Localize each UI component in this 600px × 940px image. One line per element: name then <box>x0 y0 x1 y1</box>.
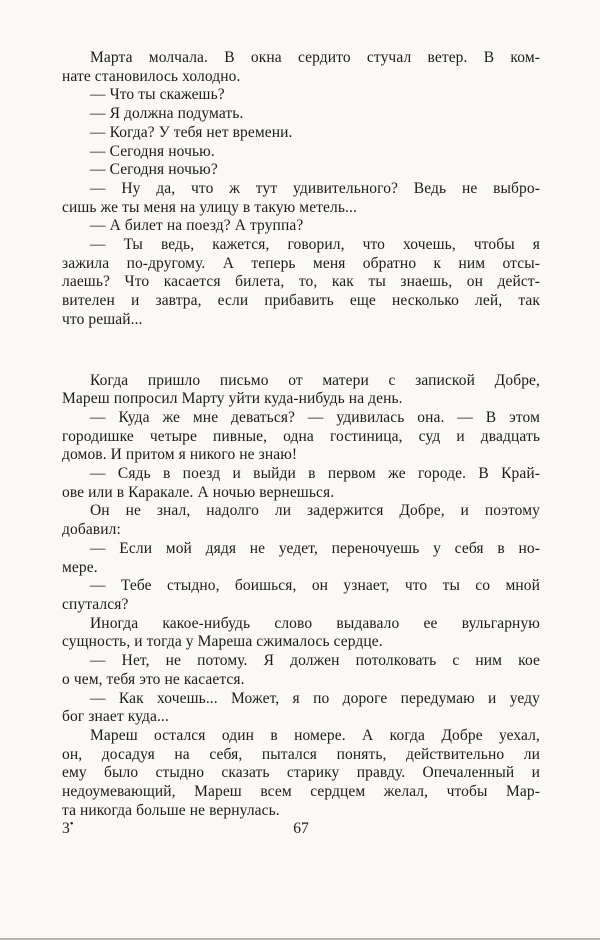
text-line: мере. <box>62 558 98 576</box>
paragraph <box>62 615 540 652</box>
paragraph <box>62 124 540 143</box>
text-line: спутался? <box>62 595 129 613</box>
text-line: Мареш остался один в номере. А когда Добре уехал, <box>90 726 540 744</box>
text-line: — Сегодня ночью? <box>90 161 218 179</box>
section-gap <box>62 330 540 372</box>
text-line: что решай... <box>62 310 143 328</box>
paragraph <box>62 161 540 180</box>
paragraph <box>62 502 540 539</box>
text-line: Иногда какое-нибудь слово выдавало ее вульгарную <box>90 614 540 632</box>
text-line: Марта молчала. В окна сердито стучал ветер. В ком- <box>90 49 540 66</box>
paragraph <box>62 86 540 105</box>
text-line: Мареш попросил Марту уйти куда-нибудь на день. <box>62 390 403 408</box>
text-line: та никогда больше не вернулась. <box>62 801 280 819</box>
text-line: ему было стыдно сказать старику правду. Опечаленный и <box>62 764 540 782</box>
text-line: недоумевающий, Мареш всем сердцем желал, чтобы Мар- <box>62 783 540 801</box>
text-line: сишь же ты меня на улицу в такую метель... <box>62 198 357 216</box>
text-line: домов. И притом я никого не знаю! <box>62 446 298 464</box>
paragraph <box>62 652 540 689</box>
text-line: — Я должна подумать. <box>90 105 244 123</box>
paragraph <box>62 372 540 409</box>
paragraph <box>62 49 540 86</box>
text-line: — А билет на поезд? А труппа? <box>90 217 304 235</box>
text-line: — Нет, не потому. Я должен потолковать с ним кое <box>90 652 540 670</box>
text-line: — Ты ведь, кажется, говорил, что хочешь, чтобы я <box>90 236 540 254</box>
paragraph <box>62 105 540 124</box>
text-line: — Как хочешь... Может, я по дороге передумаю и уеду <box>90 689 540 707</box>
paragraph <box>62 143 540 162</box>
text-line: — Если мой дядя не уедет, переночуешь у себя в но- <box>90 539 540 557</box>
text-line: вителен и завтра, если прибавить еще несколько лей, так <box>62 292 540 310</box>
text-line: сущность, и тогда у Мареша сжималось сердце. <box>62 633 383 651</box>
text-line: нате становилось холодно. <box>62 67 241 85</box>
text-line: он, досадуя на себя, пытался понять, действительно ли <box>62 745 540 763</box>
paragraph <box>62 180 540 217</box>
page-footer <box>62 817 540 844</box>
text-line: Он не знал, надолго ли задержится Добре, и поэтому <box>90 502 540 520</box>
paragraph <box>62 409 540 465</box>
paragraph <box>62 727 540 821</box>
text-line: городишке четыре пивные, одна гостиница, суд и двадцать <box>62 427 540 445</box>
text-line: о чем, тебя это не касается. <box>62 670 245 688</box>
text-line: — Что ты скажешь? <box>90 86 225 104</box>
text-line: зажила по-другому. А теперь меня обратно к ним отсы- <box>62 254 540 272</box>
paragraph <box>62 465 540 502</box>
paragraph <box>62 690 540 727</box>
text-line: ове или в Каракале. А ночью вернешься. <box>62 483 335 501</box>
page-number: 67 <box>293 820 309 837</box>
text-line: — Сядь в поезд и выйди в первом же городе. В Край- <box>90 465 540 483</box>
text-column <box>62 49 540 820</box>
text-line: — Сегодня ночью. <box>90 142 215 160</box>
signature-digit: 3 <box>62 820 70 837</box>
text-section-1 <box>62 49 540 330</box>
paragraph <box>62 540 540 577</box>
text-line: добавил: <box>62 521 121 539</box>
text-line: бог знает куда... <box>62 708 169 726</box>
text-line: лаешь? Что касается билета, то, как ты знаешь, он дейст- <box>62 273 540 291</box>
signature-dot-icon: • <box>69 817 74 830</box>
paragraph <box>62 236 540 330</box>
paragraph <box>62 217 540 236</box>
text-line: — Тебе стыдно, боишься, он узнает, что ты со мной <box>90 577 540 595</box>
text-line: — Куда же мне деваться? — удивилась она. — В этом <box>90 408 540 426</box>
text-line: Когда пришло письмо от матери с запиской Добре, <box>90 371 540 389</box>
text-section-2 <box>62 372 540 821</box>
text-line: — Когда? У тебя нет времени. <box>90 123 293 141</box>
text-line: — Ну да, что ж тут удивительного? Ведь не выбро- <box>90 179 540 197</box>
paragraph <box>62 577 540 614</box>
